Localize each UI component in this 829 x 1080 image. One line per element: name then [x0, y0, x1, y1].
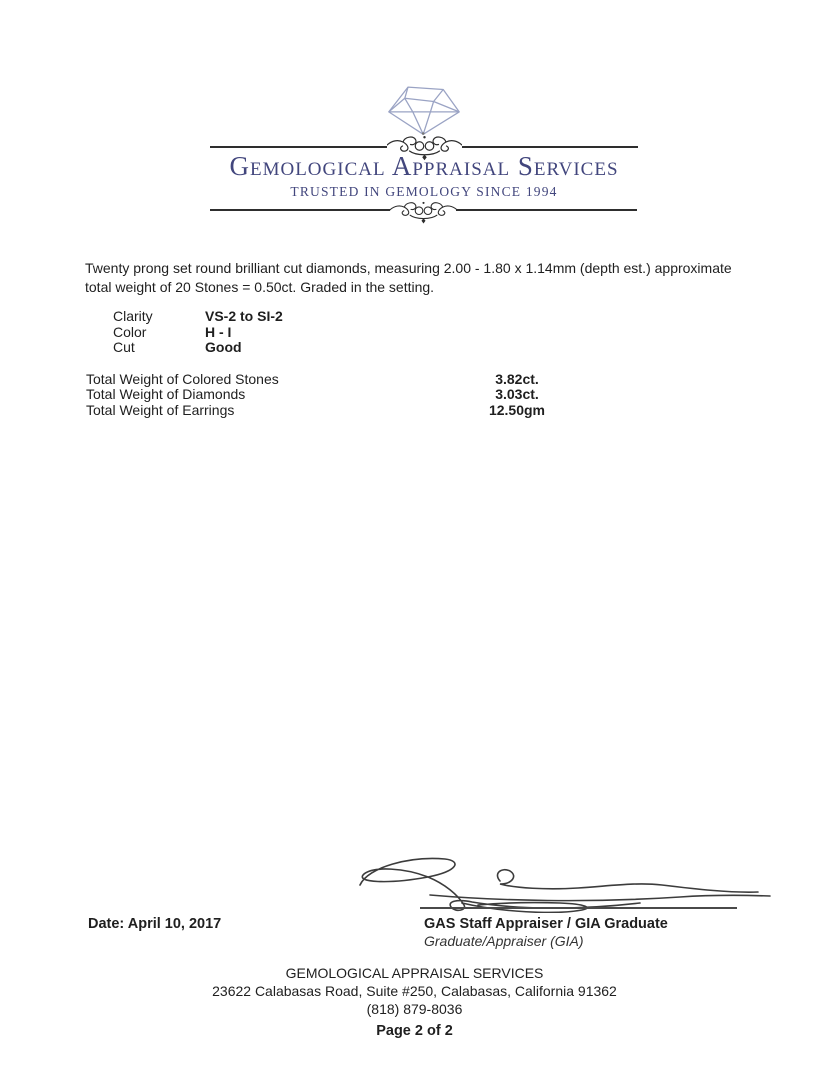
footer-phone: (818) 879-8036: [366, 1001, 463, 1017]
totals-table: [0, 372, 829, 418]
totals-value-diamonds: 3.03ct.: [495, 386, 539, 403]
footer-company: GEMOLOGICAL APPRAISAL SERVICES: [285, 965, 544, 981]
signer-title: GAS Staff Appraiser / GIA Graduate: [424, 916, 668, 932]
brand-tagline: TRUSTED IN GEMOLOGY SINCE 1994: [290, 184, 558, 199]
item-description-line1: Twenty prong set round brilliant cut diamonds, measuring 2.00 - 1.80 x 1.14mm (depth est.) approximate: [85, 260, 732, 276]
header-divider-top-left: [210, 146, 387, 148]
brand-title: Gemological Appraisal Services: [229, 151, 619, 181]
grading-table: [113, 309, 283, 356]
flourish-bottom-icon: [390, 200, 457, 225]
signature-line: [420, 907, 737, 909]
grading-row: [113, 309, 283, 325]
diamond-icon: [384, 83, 464, 136]
footer-block: [0, 964, 829, 1018]
page-indicator: Page 2 of 2: [376, 1023, 453, 1039]
grading-label-cut: Cut: [113, 339, 135, 355]
grading-label-clarity: Clarity: [113, 308, 153, 324]
totals-row: [0, 372, 829, 387]
item-description: [85, 259, 732, 297]
totals-label-colored-stones: Total Weight of Colored Stones: [86, 371, 279, 387]
signature-scribble-icon: [350, 855, 780, 913]
header-divider-top-right: [462, 146, 638, 148]
signer-credential: Graduate/Appraiser (GIA): [424, 933, 584, 949]
header-divider-bottom-left: [210, 209, 390, 211]
grading-row: [113, 325, 283, 341]
grading-label-color: Color: [113, 323, 147, 340]
grading-value-clarity: VS-2 to SI-2: [205, 308, 283, 324]
date-label: Date: April 10, 2017: [88, 916, 222, 932]
grading-row: [113, 340, 283, 356]
totals-row: [0, 387, 829, 402]
totals-label-diamonds: Total Weight of Diamonds: [86, 386, 246, 403]
totals-label-earrings: Total Weight of Earrings: [86, 401, 235, 418]
item-description-line2: total weight of 20 Stones = 0.50ct. Graded in the setting.: [85, 279, 435, 295]
totals-row: [0, 403, 829, 418]
totals-value-colored-stones: 3.82ct.: [495, 371, 539, 387]
header-divider-bottom-right: [456, 209, 637, 211]
grading-value-cut: Good: [205, 339, 242, 355]
totals-value-earrings: 12.50gm: [488, 401, 546, 418]
footer-address: 23622 Calabasas Road, Suite #250, Calabasas, California 91362: [212, 983, 617, 999]
grading-value-color: H - I: [205, 323, 232, 340]
